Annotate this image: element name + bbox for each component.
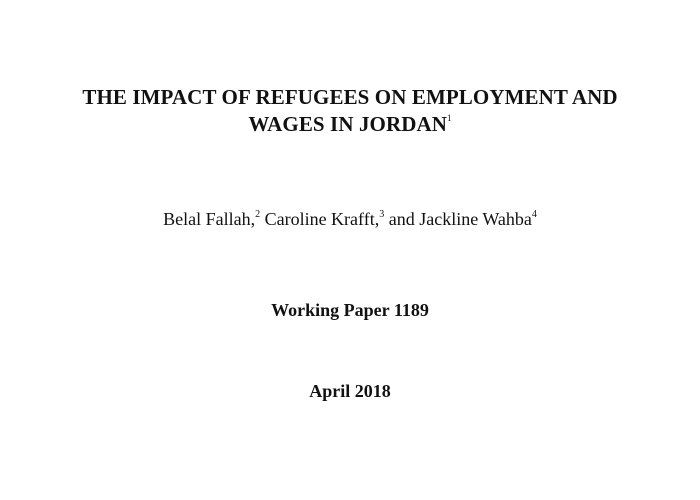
paper-title-line-2	[0, 111, 700, 138]
author-name: Caroline Krafft,	[260, 209, 380, 229]
author-list	[0, 207, 700, 231]
author-name: Belal Fallah,	[163, 209, 256, 229]
author-footnote-marker: 2	[255, 209, 261, 220]
paper-title-text-2: WAGES IN JORDAN	[248, 112, 448, 136]
paper-title-line-1	[0, 84, 700, 111]
author-name: and Jackline Wahba	[384, 209, 532, 229]
working-paper-number: Working Paper 1189	[271, 300, 429, 320]
publication-date: April 2018	[309, 381, 391, 401]
author-footnote-marker: 3	[379, 209, 385, 220]
title-footnote-marker: 1	[447, 113, 452, 123]
paper-title-text-1: THE IMPACT OF REFUGEES ON EMPLOYMENT AND	[82, 85, 618, 109]
author-footnote-marker: 4	[531, 209, 537, 220]
